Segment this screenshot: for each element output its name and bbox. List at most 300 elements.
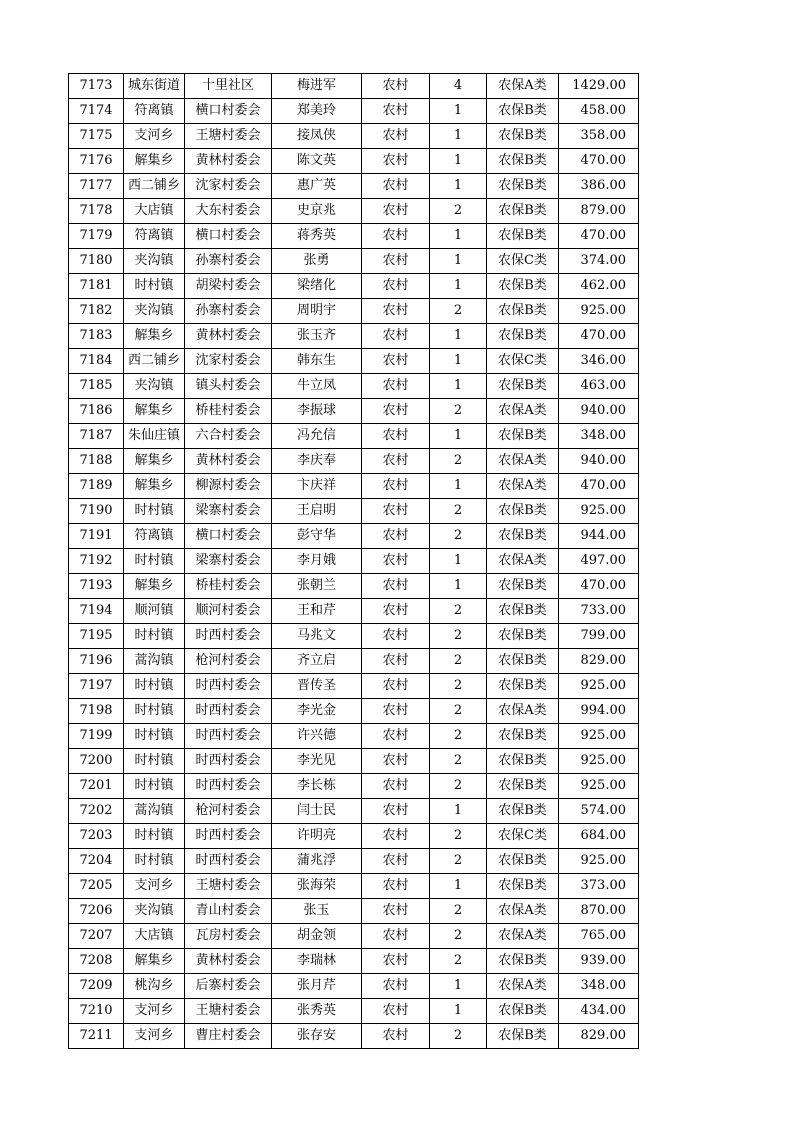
township-cell: 大店镇 (124, 199, 185, 224)
person-name-cell: 许兴德 (272, 724, 362, 749)
township-cell: 解集乡 (124, 474, 185, 499)
area-type-cell: 农村 (362, 324, 430, 349)
household-count-cell: 1 (430, 574, 487, 599)
table-row (69, 549, 639, 574)
amount-cell: 470.00 (559, 224, 639, 249)
person-name-cell: 李振球 (272, 399, 362, 424)
amount-cell: 497.00 (559, 549, 639, 574)
township-cell: 时村镇 (124, 674, 185, 699)
village-cell: 孙寨村委会 (185, 299, 272, 324)
household-count-cell: 1 (430, 424, 487, 449)
township-cell: 时村镇 (124, 724, 185, 749)
area-type-cell: 农村 (362, 774, 430, 799)
village-cell: 王塘村委会 (185, 999, 272, 1024)
table-row (69, 174, 639, 199)
table-row (69, 574, 639, 599)
table-row (69, 824, 639, 849)
person-name-cell: 张秀英 (272, 999, 362, 1024)
table-row (69, 649, 639, 674)
table-row (69, 149, 639, 174)
insurance-class-cell: 农保B类 (487, 374, 559, 399)
village-cell: 时西村委会 (185, 624, 272, 649)
amount-cell: 829.00 (559, 1024, 639, 1049)
area-type-cell: 农村 (362, 749, 430, 774)
person-name-cell: 张玉 (272, 899, 362, 924)
village-cell: 王塘村委会 (185, 124, 272, 149)
insurance-class-cell: 农保B类 (487, 149, 559, 174)
amount-cell: 925.00 (559, 674, 639, 699)
row-number-cell: 7193 (69, 574, 124, 599)
insurance-class-cell: 农保B类 (487, 124, 559, 149)
household-count-cell: 1 (430, 324, 487, 349)
person-name-cell: 张勇 (272, 249, 362, 274)
table-row (69, 474, 639, 499)
household-count-cell: 1 (430, 124, 487, 149)
township-cell: 大店镇 (124, 924, 185, 949)
insurance-class-cell: 农保A类 (487, 549, 559, 574)
area-type-cell: 农村 (362, 599, 430, 624)
area-type-cell: 农村 (362, 699, 430, 724)
person-name-cell: 李光见 (272, 749, 362, 774)
amount-cell: 373.00 (559, 874, 639, 899)
amount-cell: 1429.00 (559, 74, 639, 99)
village-cell: 王塘村委会 (185, 874, 272, 899)
insurance-class-cell: 农保A类 (487, 699, 559, 724)
table-row (69, 799, 639, 824)
row-number-cell: 7192 (69, 549, 124, 574)
amount-cell: 944.00 (559, 524, 639, 549)
table-row (69, 499, 639, 524)
person-name-cell: 郑美玲 (272, 99, 362, 124)
table-row (69, 874, 639, 899)
area-type-cell: 农村 (362, 949, 430, 974)
household-count-cell: 1 (430, 249, 487, 274)
village-cell: 沈家村委会 (185, 174, 272, 199)
area-type-cell: 农村 (362, 999, 430, 1024)
household-count-cell: 2 (430, 1024, 487, 1049)
row-number-cell: 7196 (69, 649, 124, 674)
person-name-cell: 张朝兰 (272, 574, 362, 599)
person-name-cell: 惠广英 (272, 174, 362, 199)
table-row (69, 724, 639, 749)
table-row (69, 349, 639, 374)
household-count-cell: 2 (430, 924, 487, 949)
village-cell: 柳源村委会 (185, 474, 272, 499)
area-type-cell: 农村 (362, 399, 430, 424)
amount-cell: 733.00 (559, 599, 639, 624)
area-type-cell: 农村 (362, 299, 430, 324)
household-count-cell: 1 (430, 274, 487, 299)
amount-cell: 574.00 (559, 799, 639, 824)
household-count-cell: 1 (430, 224, 487, 249)
table-row (69, 949, 639, 974)
township-cell: 解集乡 (124, 324, 185, 349)
area-type-cell: 农村 (362, 674, 430, 699)
amount-cell: 348.00 (559, 424, 639, 449)
amount-cell: 925.00 (559, 299, 639, 324)
person-name-cell: 卞庆祥 (272, 474, 362, 499)
amount-cell: 346.00 (559, 349, 639, 374)
person-name-cell: 王和芹 (272, 599, 362, 624)
area-type-cell: 农村 (362, 424, 430, 449)
person-name-cell: 李长栋 (272, 774, 362, 799)
row-number-cell: 7211 (69, 1024, 124, 1049)
table-row (69, 124, 639, 149)
table-row (69, 424, 639, 449)
row-number-cell: 7194 (69, 599, 124, 624)
insurance-class-cell: 农保A类 (487, 449, 559, 474)
person-name-cell: 许明亮 (272, 824, 362, 849)
household-count-cell: 1 (430, 374, 487, 399)
insurance-class-cell: 农保B类 (487, 174, 559, 199)
amount-cell: 470.00 (559, 574, 639, 599)
row-number-cell: 7185 (69, 374, 124, 399)
township-cell: 时村镇 (124, 749, 185, 774)
village-cell: 后寨村委会 (185, 974, 272, 999)
household-count-cell: 1 (430, 149, 487, 174)
insurance-class-cell: 农保B类 (487, 324, 559, 349)
village-cell: 时西村委会 (185, 774, 272, 799)
table-row (69, 224, 639, 249)
village-cell: 孙寨村委会 (185, 249, 272, 274)
amount-cell: 829.00 (559, 649, 639, 674)
village-cell: 顺河村委会 (185, 599, 272, 624)
township-cell: 解集乡 (124, 399, 185, 424)
row-number-cell: 7209 (69, 974, 124, 999)
person-name-cell: 张玉齐 (272, 324, 362, 349)
household-count-cell: 2 (430, 299, 487, 324)
area-type-cell: 农村 (362, 74, 430, 99)
village-cell: 时西村委会 (185, 749, 272, 774)
row-number-cell: 7198 (69, 699, 124, 724)
village-cell: 时西村委会 (185, 674, 272, 699)
amount-cell: 386.00 (559, 174, 639, 199)
township-cell: 时村镇 (124, 549, 185, 574)
area-type-cell: 农村 (362, 874, 430, 899)
person-name-cell: 陈文英 (272, 149, 362, 174)
row-number-cell: 7174 (69, 99, 124, 124)
township-cell: 西二铺乡 (124, 349, 185, 374)
amount-cell: 925.00 (559, 724, 639, 749)
person-name-cell: 蒋秀英 (272, 224, 362, 249)
township-cell: 支河乡 (124, 999, 185, 1024)
household-count-cell: 1 (430, 799, 487, 824)
village-cell: 梁寨村委会 (185, 549, 272, 574)
allowance-table (68, 73, 639, 1049)
person-name-cell: 李庆奉 (272, 449, 362, 474)
township-cell: 时村镇 (124, 774, 185, 799)
row-number-cell: 7175 (69, 124, 124, 149)
area-type-cell: 农村 (362, 924, 430, 949)
amount-cell: 462.00 (559, 274, 639, 299)
insurance-class-cell: 农保A类 (487, 924, 559, 949)
township-cell: 朱仙庄镇 (124, 424, 185, 449)
row-number-cell: 7202 (69, 799, 124, 824)
table-row (69, 299, 639, 324)
area-type-cell: 农村 (362, 124, 430, 149)
amount-cell: 458.00 (559, 99, 639, 124)
row-number-cell: 7190 (69, 499, 124, 524)
area-type-cell: 农村 (362, 849, 430, 874)
township-cell: 桃沟乡 (124, 974, 185, 999)
household-count-cell: 1 (430, 349, 487, 374)
row-number-cell: 7173 (69, 74, 124, 99)
row-number-cell: 7186 (69, 399, 124, 424)
household-count-cell: 2 (430, 674, 487, 699)
amount-cell: 765.00 (559, 924, 639, 949)
village-cell: 梁寨村委会 (185, 499, 272, 524)
row-number-cell: 7195 (69, 624, 124, 649)
household-count-cell: 1 (430, 974, 487, 999)
village-cell: 时西村委会 (185, 699, 272, 724)
table-row (69, 774, 639, 799)
household-count-cell: 2 (430, 199, 487, 224)
village-cell: 曹庄村委会 (185, 1024, 272, 1049)
insurance-class-cell: 农保C类 (487, 349, 559, 374)
insurance-class-cell: 农保B类 (487, 799, 559, 824)
person-name-cell: 梁绪化 (272, 274, 362, 299)
household-count-cell: 2 (430, 724, 487, 749)
area-type-cell: 农村 (362, 574, 430, 599)
insurance-class-cell: 农保C类 (487, 824, 559, 849)
person-name-cell: 史京兆 (272, 199, 362, 224)
amount-cell: 994.00 (559, 699, 639, 724)
row-number-cell: 7200 (69, 749, 124, 774)
insurance-class-cell: 农保B类 (487, 1024, 559, 1049)
village-cell: 枪河村委会 (185, 649, 272, 674)
insurance-class-cell: 农保B类 (487, 199, 559, 224)
table-row (69, 999, 639, 1024)
table-row (69, 849, 639, 874)
township-cell: 解集乡 (124, 149, 185, 174)
person-name-cell: 胡金领 (272, 924, 362, 949)
amount-cell: 374.00 (559, 249, 639, 274)
insurance-class-cell: 农保B类 (487, 524, 559, 549)
household-count-cell: 2 (430, 849, 487, 874)
table-row (69, 624, 639, 649)
row-number-cell: 7201 (69, 774, 124, 799)
insurance-class-cell: 农保B类 (487, 724, 559, 749)
insurance-class-cell: 农保B类 (487, 574, 559, 599)
township-cell: 符离镇 (124, 224, 185, 249)
insurance-class-cell: 农保B类 (487, 649, 559, 674)
row-number-cell: 7178 (69, 199, 124, 224)
village-cell: 瓦房村委会 (185, 924, 272, 949)
insurance-class-cell: 农保B类 (487, 624, 559, 649)
amount-cell: 870.00 (559, 899, 639, 924)
household-count-cell: 2 (430, 699, 487, 724)
village-cell: 黄林村委会 (185, 949, 272, 974)
amount-cell: 434.00 (559, 999, 639, 1024)
insurance-class-cell: 农保B类 (487, 749, 559, 774)
area-type-cell: 农村 (362, 199, 430, 224)
person-name-cell: 王启明 (272, 499, 362, 524)
person-name-cell: 牛立凤 (272, 374, 362, 399)
township-cell: 时村镇 (124, 699, 185, 724)
person-name-cell: 张月芹 (272, 974, 362, 999)
area-type-cell: 农村 (362, 799, 430, 824)
amount-cell: 358.00 (559, 124, 639, 149)
table-row (69, 749, 639, 774)
area-type-cell: 农村 (362, 499, 430, 524)
area-type-cell: 农村 (362, 449, 430, 474)
amount-cell: 463.00 (559, 374, 639, 399)
person-name-cell: 齐立启 (272, 649, 362, 674)
amount-cell: 470.00 (559, 474, 639, 499)
row-number-cell: 7188 (69, 449, 124, 474)
table-row (69, 599, 639, 624)
table-row (69, 449, 639, 474)
township-cell: 解集乡 (124, 574, 185, 599)
person-name-cell: 冯允信 (272, 424, 362, 449)
area-type-cell: 农村 (362, 724, 430, 749)
area-type-cell: 农村 (362, 624, 430, 649)
household-count-cell: 1 (430, 549, 487, 574)
insurance-class-cell: 农保A类 (487, 899, 559, 924)
row-number-cell: 7180 (69, 249, 124, 274)
table-row (69, 524, 639, 549)
village-cell: 十里社区 (185, 74, 272, 99)
person-name-cell: 蒲兆浮 (272, 849, 362, 874)
area-type-cell: 农村 (362, 149, 430, 174)
township-cell: 夹沟镇 (124, 299, 185, 324)
household-count-cell: 2 (430, 499, 487, 524)
row-number-cell: 7210 (69, 999, 124, 1024)
amount-cell: 684.00 (559, 824, 639, 849)
township-cell: 支河乡 (124, 124, 185, 149)
row-number-cell: 7177 (69, 174, 124, 199)
village-cell: 胡梁村委会 (185, 274, 272, 299)
insurance-class-cell: 农保A类 (487, 474, 559, 499)
row-number-cell: 7191 (69, 524, 124, 549)
insurance-class-cell: 农保B类 (487, 224, 559, 249)
village-cell: 青山村委会 (185, 899, 272, 924)
township-cell: 城东街道 (124, 74, 185, 99)
row-number-cell: 7197 (69, 674, 124, 699)
household-count-cell: 4 (430, 74, 487, 99)
household-count-cell: 2 (430, 599, 487, 624)
household-count-cell: 2 (430, 774, 487, 799)
township-cell: 时村镇 (124, 499, 185, 524)
township-cell: 时村镇 (124, 624, 185, 649)
insurance-class-cell: 农保C类 (487, 249, 559, 274)
household-count-cell: 2 (430, 524, 487, 549)
area-type-cell: 农村 (362, 974, 430, 999)
row-number-cell: 7181 (69, 274, 124, 299)
insurance-class-cell: 农保A类 (487, 974, 559, 999)
row-number-cell: 7207 (69, 924, 124, 949)
amount-cell: 348.00 (559, 974, 639, 999)
township-cell: 夹沟镇 (124, 249, 185, 274)
person-name-cell: 晋传圣 (272, 674, 362, 699)
township-cell: 蒿沟镇 (124, 649, 185, 674)
village-cell: 时西村委会 (185, 849, 272, 874)
township-cell: 解集乡 (124, 449, 185, 474)
row-number-cell: 7199 (69, 724, 124, 749)
insurance-class-cell: 农保B类 (487, 499, 559, 524)
table-row (69, 199, 639, 224)
amount-cell: 470.00 (559, 149, 639, 174)
township-cell: 时村镇 (124, 274, 185, 299)
row-number-cell: 7208 (69, 949, 124, 974)
area-type-cell: 农村 (362, 249, 430, 274)
area-type-cell: 农村 (362, 174, 430, 199)
person-name-cell: 张存安 (272, 1024, 362, 1049)
table-row (69, 374, 639, 399)
insurance-class-cell: 农保B类 (487, 299, 559, 324)
row-number-cell: 7206 (69, 899, 124, 924)
area-type-cell: 农村 (362, 824, 430, 849)
area-type-cell: 农村 (362, 474, 430, 499)
village-cell: 横口村委会 (185, 524, 272, 549)
amount-cell: 925.00 (559, 499, 639, 524)
row-number-cell: 7182 (69, 299, 124, 324)
village-cell: 六合村委会 (185, 424, 272, 449)
area-type-cell: 农村 (362, 274, 430, 299)
person-name-cell: 韩东生 (272, 349, 362, 374)
amount-cell: 940.00 (559, 399, 639, 424)
row-number-cell: 7203 (69, 824, 124, 849)
row-number-cell: 7189 (69, 474, 124, 499)
amount-cell: 879.00 (559, 199, 639, 224)
village-cell: 沈家村委会 (185, 349, 272, 374)
row-number-cell: 7183 (69, 324, 124, 349)
area-type-cell: 农村 (362, 549, 430, 574)
person-name-cell: 闫士民 (272, 799, 362, 824)
person-name-cell: 李瑞林 (272, 949, 362, 974)
township-cell: 符离镇 (124, 524, 185, 549)
amount-cell: 925.00 (559, 849, 639, 874)
person-name-cell: 彭守华 (272, 524, 362, 549)
village-cell: 横口村委会 (185, 224, 272, 249)
table-row (69, 399, 639, 424)
area-type-cell: 农村 (362, 899, 430, 924)
township-cell: 顺河镇 (124, 599, 185, 624)
person-name-cell: 马兆文 (272, 624, 362, 649)
insurance-class-cell: 农保B类 (487, 949, 559, 974)
village-cell: 镇头村委会 (185, 374, 272, 399)
amount-cell: 925.00 (559, 749, 639, 774)
table-row (69, 1024, 639, 1049)
row-number-cell: 7176 (69, 149, 124, 174)
township-cell: 支河乡 (124, 874, 185, 899)
table-row (69, 99, 639, 124)
row-number-cell: 7205 (69, 874, 124, 899)
township-cell: 西二铺乡 (124, 174, 185, 199)
insurance-class-cell: 农保B类 (487, 874, 559, 899)
household-count-cell: 2 (430, 749, 487, 774)
household-count-cell: 2 (430, 649, 487, 674)
village-cell: 时西村委会 (185, 824, 272, 849)
household-count-cell: 1 (430, 874, 487, 899)
household-count-cell: 1 (430, 474, 487, 499)
household-count-cell: 2 (430, 399, 487, 424)
person-name-cell: 接凤侠 (272, 124, 362, 149)
amount-cell: 470.00 (559, 324, 639, 349)
area-type-cell: 农村 (362, 349, 430, 374)
table-row (69, 974, 639, 999)
insurance-class-cell: 农保B类 (487, 99, 559, 124)
row-number-cell: 7187 (69, 424, 124, 449)
insurance-class-cell: 农保B类 (487, 999, 559, 1024)
township-cell: 夹沟镇 (124, 374, 185, 399)
village-cell: 大东村委会 (185, 199, 272, 224)
table-row (69, 249, 639, 274)
insurance-class-cell: 农保B类 (487, 274, 559, 299)
insurance-class-cell: 农保A类 (487, 399, 559, 424)
household-count-cell: 2 (430, 624, 487, 649)
area-type-cell: 农村 (362, 99, 430, 124)
